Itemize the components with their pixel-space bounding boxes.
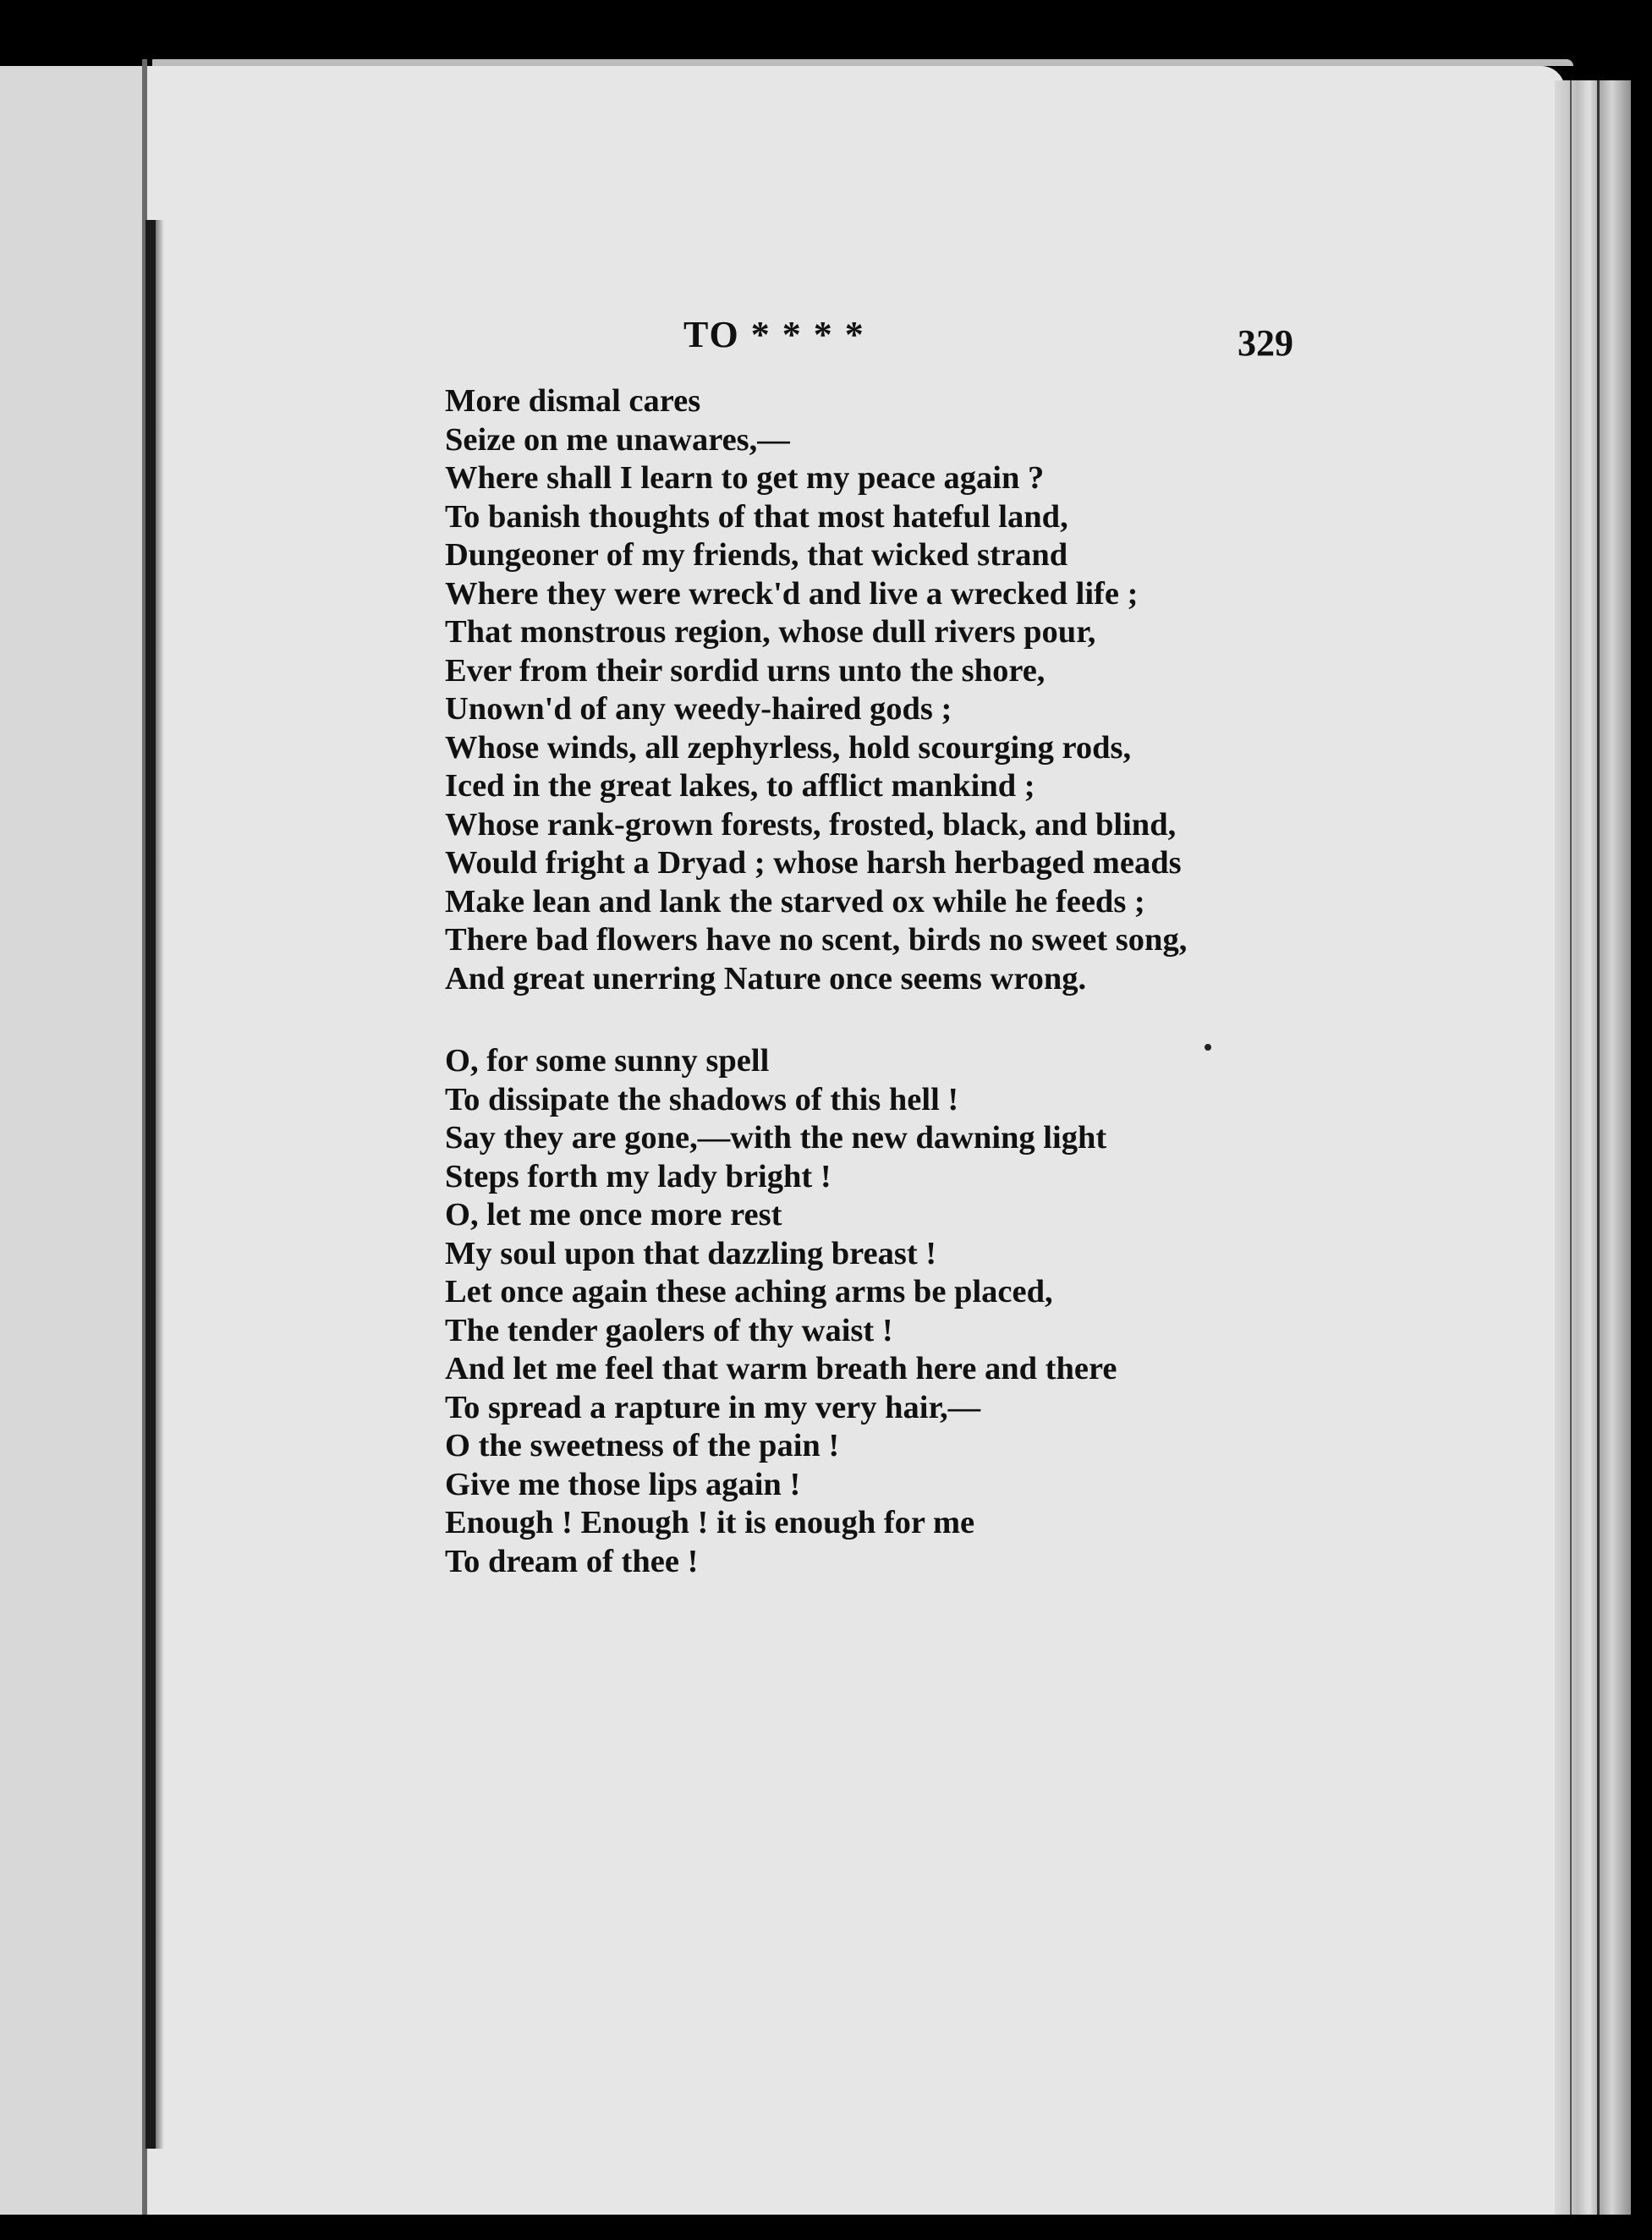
poem-line: Unown'd of any weedy-haired gods ; [445, 691, 952, 727]
poem-line: Would fright a Dryad ; whose harsh herbaged meads [445, 845, 1182, 881]
poem-line: O, let me once more rest [445, 1197, 782, 1233]
poem-line: Make lean and lank the starved ox while he feeds ; [445, 883, 1145, 920]
stanza-2 [445, 1042, 1375, 1581]
poem-line: That monstrous region, whose dull rivers pour, [445, 614, 1096, 650]
poem-line: And great unerring Nature once seems wrong. [445, 960, 1087, 996]
running-title: TO * * * * [683, 314, 865, 355]
top-scan-border [0, 0, 1652, 66]
poem-line: Say they are gone,—with the new dawning light [445, 1120, 1107, 1156]
poem-line: To banish thoughts of that most hateful land, [445, 498, 1068, 535]
poem-line: There bad flowers have no scent, birds no sweet song, [445, 922, 1188, 958]
page-fore-edge [1555, 80, 1631, 2216]
poem-line: And let me feel that warm breath here and there [445, 1351, 1117, 1386]
poem-line: More dismal cares [445, 383, 701, 419]
bottom-scan-border [0, 2215, 1652, 2240]
poem-line: Give me those lips again ! [445, 1466, 801, 1502]
gutter-gradient [156, 220, 164, 2149]
page-header [0, 303, 1652, 362]
poem-line: Whose rank-grown forests, frosted, black, and blind, [445, 806, 1177, 843]
poem-line: To dissipate the shadows of this hell ! [445, 1081, 959, 1117]
poem-line: The tender gaolers of thy waist ! [445, 1312, 893, 1348]
poem-line: Where shall I learn to get my peace again ? [445, 460, 1045, 496]
poem-body [445, 382, 1375, 1581]
poem-line: To dream of thee ! [445, 1543, 699, 1579]
poem-line: Iced in the great lakes, to afflict mankind ; [445, 768, 1035, 804]
page-top-edge [152, 59, 1573, 66]
poem-line: O the sweetness of the pain ! [445, 1428, 840, 1463]
poem-line: Steps forth my lady bright ! [445, 1158, 831, 1194]
poem-line: Whose winds, all zephyrless, hold scourging rods, [445, 729, 1132, 766]
book-gutter-shadow [145, 220, 156, 2149]
page-number: 329 [1238, 322, 1293, 364]
poem-line: Enough ! Enough ! it is enough for me [445, 1505, 975, 1540]
poem-line: My soul upon that dazzling breast ! [445, 1235, 937, 1271]
ink-speck [1205, 1044, 1211, 1051]
poem-line: Ever from their sordid urns unto the shore, [445, 652, 1046, 689]
poem-line: Where they were wreck'd and live a wrecked life ; [445, 575, 1139, 612]
poem-line: Seize on me unawares,— [445, 421, 790, 458]
poem-line: Dungeoner of my friends, that wicked strand [445, 537, 1068, 573]
stanza-1 [445, 382, 1375, 998]
facing-page-strip [0, 66, 148, 2215]
poem-line: O, for some sunny spell [445, 1043, 770, 1079]
poem-line: Let once again these aching arms be placed, [445, 1274, 1053, 1309]
poem-line: To spread a rapture in my very hair,— [445, 1389, 981, 1425]
